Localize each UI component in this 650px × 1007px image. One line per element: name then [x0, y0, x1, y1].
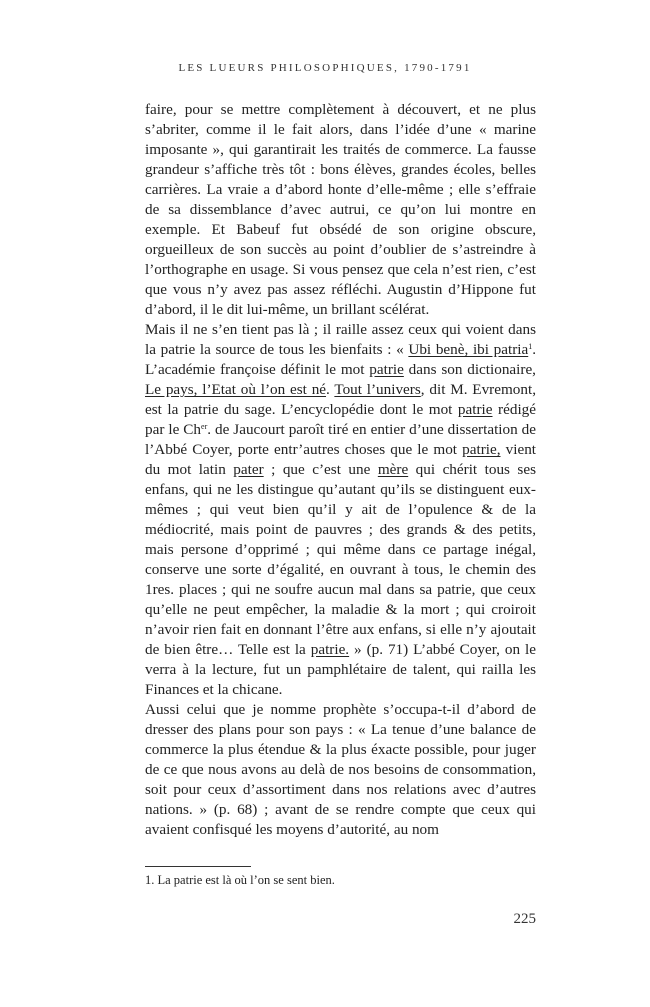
underlined-text: patrie [457, 401, 493, 418]
body-text [145, 100, 536, 840]
text-run: . [326, 381, 335, 398]
text-run: » (p. 71) L’abbé Coyer, on le verra à la lecture, fut un pamphlétaire de talent, qui railla les Finances et la chicane. [145, 641, 536, 698]
page-number: 225 [513, 911, 536, 927]
text-run: dans son dictionaire, [403, 361, 536, 378]
underlined-text: mère [377, 461, 409, 478]
paragraph-1 [145, 100, 536, 320]
underlined-text: patrie [369, 361, 404, 378]
text-run: Mais il ne s’en tient pas là ; il raille assez ceux qui voient dans la patrie la source de tous les bienfaits : « [145, 321, 536, 358]
underlined-text: Le pays, l’Etat où l’on est né [145, 381, 327, 398]
superscript: er [201, 422, 208, 431]
text-run: , dit M. Evremont, est la patrie du sage. L’encyclopédie dont le mot [145, 381, 536, 418]
paragraph-2 [145, 320, 536, 700]
underlined-text: Ubi benè, ibi patria [408, 341, 529, 358]
text-run: . L’académie françoise définit le mot [145, 341, 537, 378]
underlined-text: patrie, [462, 441, 501, 458]
underlined-text: patrie. [310, 641, 350, 658]
superscript: 1 [528, 342, 533, 351]
underlined-text: pater [233, 461, 264, 478]
text-run: . de Jaucourt paroît tiré en entier d’une dissertation de l’Abbé Coyer, porte entr’autres choses que le mot [145, 421, 537, 458]
text-run: faire, pour se mettre complètement à découvert, et ne plus s’abriter, comme il le fait alors, dans l’idée d’une « marine imposante », qui garantirait les traités de commerce. La fausse grandeur s’affiche très tôt : bons élèves, grandes écoles, belles carrières. La vraie a d’abord honte d’elle-même ; elle s’effraie de sa dissemblance d’avec autrui, ce qu’on lui montre en exemple. Et Babeuf fut obsédé de son origine obscure, orgueilleux de son succès au point d’oublier de s’astreindre à l’orthographe en usage. Si vous pensez que cela n’est rien, c’est que vous n’y avez pas assez réfléchi. Augustin d’Hippone fut d’abord, il le dit lui-même, un brillant scélérat. [145, 101, 536, 318]
text-run: vient du mot latin [145, 441, 537, 478]
text-run: Aussi celui que je nomme prophète s’occupa-t-il d’abord de dresser des plans pour son pays : « La tenue d’une balance de commerce la plus étendue & la plus éxacte possible, pour juger de ce que nous avons au delà de nos besoins de consommation, soit pour ceux d’assortiment dans nos relations avec d’autres nations. » (p. 68) ; avant de se rendre compte que ceux qui avaient confisqué les moyens d’autorité, au nom [145, 701, 536, 838]
running-head: LES LUEURS PHILOSOPHIQUES, 1790-1791 [178, 62, 472, 74]
text-run: ; que c’est une [263, 461, 378, 478]
text-run: rédigé par le Ch [145, 401, 536, 438]
underlined-text: Tout l’univers [334, 381, 421, 398]
text-run: qui chérit tous ses enfans, qui ne les distingue qu’autant qu’ils se distinguent eux-mêmes ; qui veut bien qu’il y ait de l’opulence & de la médiocrité, mais point de pauvres ; des grands & des petits, mais persone d’opprimé ; qui même dans ce partage inégal, conserve une sorte d’égalité, en ouvrant à tous, le chemin des 1res. places ; qui ne soufre aucun mal dans sa patrie, que ceux qu’elle ne peut empêcher, la maladie & la mort ; qui croiroit n’avoir rien fait en donnant l’être aux enfans, si elle n’y ajoutait de bien être… Telle est la [145, 461, 536, 658]
paragraph-3 [145, 700, 536, 840]
footnote: 1. La patrie est là où l’on se sent bien. [145, 873, 335, 887]
footnote-rule [145, 866, 251, 867]
